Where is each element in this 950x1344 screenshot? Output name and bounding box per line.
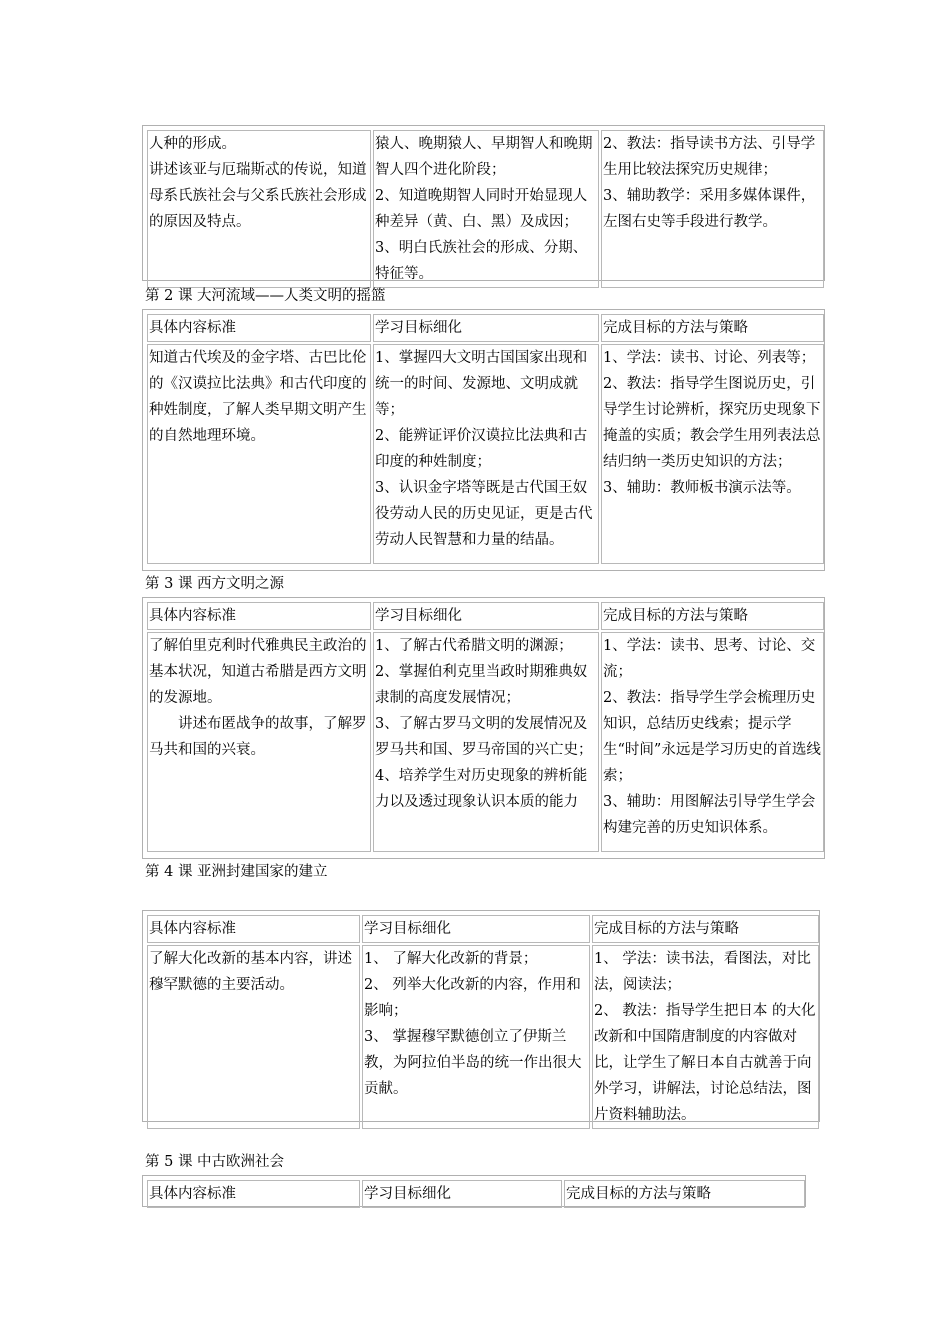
cell-paragraph: 1、学法：读书、讨论、列表等； [603,350,816,366]
lesson-2-title: 第 2 课 大河流域——人类文明的摇篮 [145,288,386,304]
cell-paragraph: 2、 列举大化改新的内容，作用和影响； [364,977,581,1019]
cell-paragraph: 人种的形成。 [149,136,236,152]
cell-paragraph: 2、教法：指导学生图说历史，引导学生讨论辨析，探究历史现象下掩盖的实质；教会学生用列表法总结归纳一类历史知识的方法； [603,376,821,470]
cell-paragraph: 2、 教法：指导学生把日本 的大化改新和中国隋唐制度的内容做对比，让学生了解日本自古就善于向外学习，讲解法，讨论总结法，图片资料辅助法。 [594,1003,816,1123]
table-header-row [147,1180,805,1208]
table-lesson5 [142,1175,806,1207]
method-strategy-cell [592,945,819,1129]
cell-paragraph: 讲述布匿战争的故事，了解罗马共和国的兴衰。 [149,716,367,758]
content-standard-cell [147,344,371,564]
header-learning-goal: 学习目标细化 [362,1180,562,1208]
header-method-strategy: 完成目标的方法与策略 [564,1180,805,1208]
table-lesson2 [142,309,825,571]
cell-paragraph: 讲述该亚与厄瑞斯忒的传说，知道母系氏族社会与父系氏族社会形成的原因及特点。 [149,162,367,230]
cell-paragraph: 1、学法：读书、思考、讨论、交流； [603,638,816,680]
cell-paragraph: 3、辅助教学：采用多媒体课件，左图右史等手段进行教学。 [603,188,816,230]
method-strategy-cell [601,344,824,564]
cell-paragraph: 2、掌握伯利克里当政时期雅典奴隶制的高度发展情况； [375,664,588,706]
cell-paragraph: 了解伯里克利时代雅典民主政治的基本状况，知道古希腊是西方文明的发源地。 [149,638,367,706]
header-content-standard: 具体内容标准 [147,602,371,630]
cell-paragraph: 3、认识金字塔等既是古代国王奴役劳动人民的历史见证，更是古代劳动人民智慧和力量的结晶。 [375,480,593,548]
header-content-standard: 具体内容标准 [147,1180,360,1208]
table-lesson4 [142,910,820,1122]
content-standard-cell [147,130,371,288]
header-content-standard: 具体内容标准 [147,314,371,342]
cell-paragraph: 2、教法：指导学生学会梳理历史知识，总结历史线索；提示学生“时间”永远是学习历史的首选线索； [603,690,821,784]
cell-paragraph: 3、辅助：教师板书演示法等。 [603,480,801,496]
cell-paragraph: 了解大化改新的基本内容，讲述穆罕默德的主要活动。 [149,951,352,993]
table-header-row [147,314,824,342]
content-standard-cell [147,632,371,852]
cell-paragraph: 1、掌握四大文明古国国家出现和统一的时间、发源地、文明成就等； [375,350,588,418]
cell-paragraph: 1、 学法：读书法，看图法，对比法，阅读法； [594,951,811,993]
cell-paragraph: 知道古代埃及的金字塔、古巴比伦的《汉谟拉比法典》和古代印度的种姓制度，了解人类早期文明产生的自然地理环境。 [149,350,367,444]
cell-paragraph: 3、了解古罗马文明的发展情况及罗马共和国、罗马帝国的兴亡史； [375,716,593,758]
table-row [147,945,819,1129]
header-learning-goal: 学习目标细化 [373,602,599,630]
table-row [147,632,824,852]
table-header-row [147,915,819,943]
cell-paragraph: 3、 掌握穆罕默德创立了伊斯兰教，为阿拉伯半岛的统一作出很大贡献。 [364,1029,582,1097]
header-method-strategy: 完成目标的方法与策略 [601,314,824,342]
cell-paragraph: 4、培养学生对历史现象的辨析能力以及透过现象认识本质的能力 [375,768,588,810]
table-row [147,130,824,288]
lesson-5-title: 第 5 课 中古欧洲社会 [145,1154,285,1170]
cell-paragraph: 1、了解古代希腊文明的渊源； [375,638,573,654]
method-strategy-cell [601,130,824,288]
table-lesson1-continued [142,125,825,281]
table-header-row [147,602,824,630]
header-method-strategy: 完成目标的方法与策略 [592,915,819,943]
learning-goal-cell [362,945,590,1129]
learning-goal-cell [373,344,599,564]
lesson-3-title: 第 3 课 西方文明之源 [145,576,285,592]
cell-paragraph: 2、能辨证评价汉谟拉比法典和古印度的种姓制度； [375,428,588,470]
cell-paragraph: 1、 了解大化改新的背景； [364,951,538,967]
cell-paragraph: 2、知道晚期智人同时开始显现人种差异（黄、白、黑）及成因； [375,188,588,230]
cell-paragraph: 2、教法：指导读书方法、引导学生用比较法探究历史规律； [603,136,816,178]
header-learning-goal: 学习目标细化 [362,915,590,943]
cell-paragraph: 3、明白氏族社会的形成、分期、特征等。 [375,240,588,282]
header-content-standard: 具体内容标准 [147,915,360,943]
table-row [147,344,824,564]
cell-paragraph: 3、辅助：用图解法引导学生学会构建完善的历史知识体系。 [603,794,816,836]
lesson-4-title: 第 4 课 亚洲封建国家的建立 [145,864,328,880]
method-strategy-cell [601,632,824,852]
header-method-strategy: 完成目标的方法与策略 [601,602,824,630]
content-standard-cell [147,945,360,1129]
table-lesson3 [142,597,825,859]
learning-goal-cell [373,632,599,852]
learning-goal-cell [373,130,599,288]
header-learning-goal: 学习目标细化 [373,314,599,342]
cell-paragraph: 猿人、晚期猿人、早期智人和晚期智人四个进化阶段； [375,136,593,178]
